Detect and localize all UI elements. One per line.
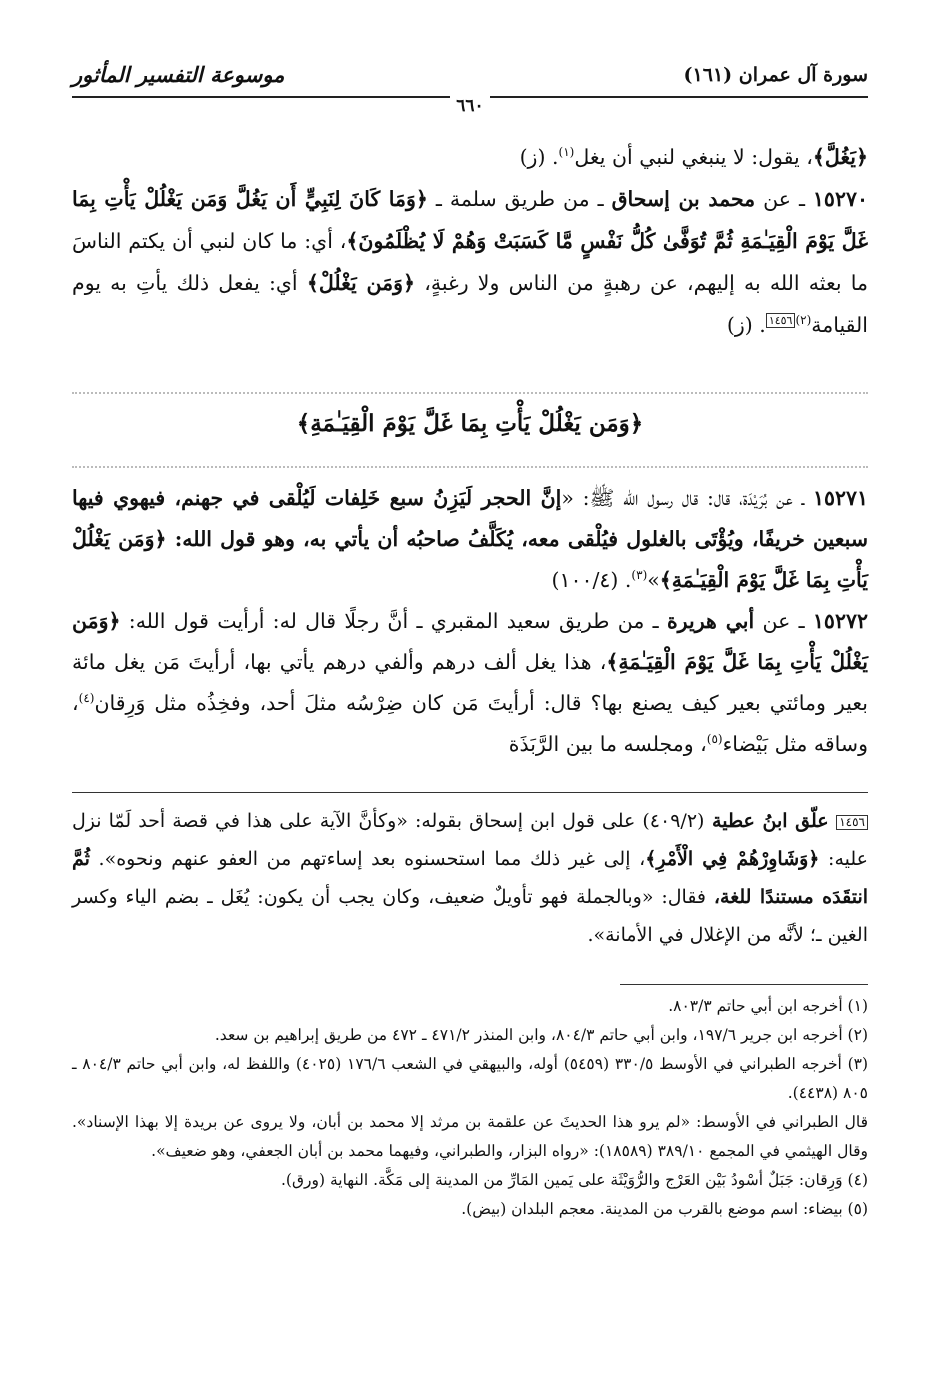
footnote-item: (١) أخرجه ابن أبي حاتم ٨٠٣/٣. — [668, 997, 868, 1015]
text: ـ من طريق سلمة ـ — [427, 187, 612, 211]
hadith-text: إنَّ الحجر لَيَزِنُ سبع خَلِفات لَيُلْقى في جهنم، فيهوي فيها سبعين خريفًا، ويُؤْتَى بالغلول فيُلْقى معه، يُكَلَّفُ صاحبُه أن يأتي به، وهو قول الله: — [72, 486, 868, 551]
text: ، إلى غير ذلك مما استحسنوه بعد إساءتهم من العفو عنهم ونحوه». — [89, 848, 646, 870]
text: ، هذا يغل ألف درهم وألفي درهم يأتي بها، أرأيتَ مَن يغل مائة بعير ومائتي بعير كيف يصنع بها؟ قال: أرأيتَ مَن كان ضِرْسُه مثلَ أحد، وفخِذُه مثل وَرِقان — [72, 650, 868, 715]
text: (٤٠٩/٢) على قول ابن إسحاق بقوله: «وكأنَّ الآية على هذا في قصة أحد لَمّا نزل عليه: — [72, 810, 868, 870]
surah-reference: سورة آل عمران (١٦١) — [683, 64, 868, 86]
narration-number: ١٥٢٧٠ — [812, 187, 868, 211]
quran-quote: ﴿وَمَن يَغْلُلْ يَأْتِ بِمَا غَلَّ يَوْمَ الْقِيَـٰمَةِ﴾ — [72, 609, 868, 674]
section-divider-bottom — [72, 466, 868, 468]
paragraph-continuation — [72, 136, 868, 178]
page-number: ٦٦٠ — [450, 96, 489, 116]
text: فقال: «وبالجملة فهو تأويلٌ ضعيف، وكان يجب أن يكون: يُغَل ـ بضم الياء وكسر الغين ـ؛ لأنَّه من الإغلال في الأمانة». — [72, 886, 868, 946]
quran-quote: ﴿وَشَاوِرْهُمْ فِي الْأَمْرِ﴾ — [645, 848, 820, 870]
commentary-lead: علّق ابنُ عطية — [704, 810, 837, 832]
text: ـ من طريق سعيد المقبري ـ أنَّ رجلًا قال له: أرأيت قول الله: — [120, 609, 667, 633]
footnote-ref: (٤) — [78, 691, 95, 706]
quran-quote: ﴿وَمَن يَغْلُلْ يَأْتِ بِمَا غَلَّ يَوْمَ الْقِيَـٰمَةِ﴾ — [72, 527, 868, 592]
text: ـ عن — [754, 609, 813, 633]
footnote-ref: (٣) — [631, 568, 648, 583]
footnote-ref: (١) — [558, 145, 575, 160]
section-divider-top — [72, 392, 868, 394]
page-number-wrap — [0, 96, 940, 116]
book-title: موسوعة التفسير المأثور — [72, 62, 285, 87]
top-section — [72, 136, 868, 346]
text: ـ عن — [755, 187, 813, 211]
narration-15271 — [72, 478, 868, 601]
footnote-item: (٢) أخرجه ابن جرير ١٩٧/٦، وابن أبي حاتم ٨٠٤/٣، وابن المنذر ٤٧١/٢ ـ ٤٧٢ من طريق إبراهيم بن سعد. — [214, 1026, 868, 1044]
footnote-ref: (٥) — [706, 732, 723, 747]
quran-quote: ﴿وَمَن يَغْلُلْ﴾ — [306, 271, 416, 295]
narrator-name: أبي هريرة — [666, 609, 755, 633]
footnote-item: قال الطبراني في الأوسط: «لم يرو هذا الحديثَ عن علقمة بن مرثد إلا محمد بن أبان، ولا يروى عن بريدة إلا بهذا الإسناد». وقال الهيثمي في المجمع ٣٨٩/١٠ (١٨٥٨٩): «رواه البزار، والطبراني، وفيهما محمد بن أبان الجعفي، وهو ضعيف». — [72, 1113, 868, 1160]
text: » — [647, 568, 660, 592]
text: ، يقول: لا ينبغي لنبي أن يغل — [574, 145, 813, 169]
commentary-1456 — [72, 802, 868, 954]
footnote-item: (٣) أخرجه الطبراني في الأوسط ٣٣٠/٥ (٥٤٥٩) أوله، والبيهقي في الشعب ١٧٦/٦ (٤٠٢٥) واللفظ له، وابن أبي حاتم ٨٠٤/٣ ـ ٨٠٥ (٤٤٣٨). — [72, 1055, 869, 1102]
footnote-ref: (٢) — [795, 313, 812, 328]
text: ـ عن بُرَيْدَة، قال: قال رسول الله ﷺ: « — [561, 486, 813, 510]
footnote-item: (٥) بيضاء: اسم موضع بالقرب من المدينة. معجم البلدان (بيض). — [461, 1200, 868, 1218]
text: ، ومجلسه ما بين الرَّبَذَة — [508, 732, 707, 756]
footnote-item: (٤) وَرِقان: جَبَلٌ أسْودُ بَيْن العَرْج والرُّوَيْثَة على يَمين المَارِّ من المدينة إلى مَكَّة. النهاية (ورق). — [281, 1171, 868, 1189]
narration-number: ١٥٢٧٢ — [812, 609, 868, 633]
quran-quote: ﴿وَمَا كَانَ لِنَبِيٍّ أَن يَغُلَّ وَمَن يَغْلُلْ يَأْتِ بِمَا غَلَّ يَوْمَ الْقِيَـٰمَةِ ثُمَّ تُوَفَّىٰ كُلُّ نَفْسٍ مَّا كَسَبَتْ وَهُمْ لَا يُظْلَمُونَ﴾ — [72, 187, 868, 253]
footnotes-rule — [620, 984, 868, 985]
verse-heading: ﴿وَمَن يَغْلُلْ يَأْتِ بِمَا غَلَّ يَوْمَ الْقِيَـٰمَةِ﴾ — [296, 410, 644, 437]
text: ، أي: ما كان لنبي أن يكتم الناسَ ما بعثه الله به إليهم، عن رهبةٍ من الناس ولا رغبةٍ، — [72, 229, 868, 295]
text: . (ز) — [726, 313, 766, 337]
commentary-rule — [72, 792, 868, 793]
footnotes — [72, 992, 868, 1224]
commentary-critique: ثُمَّ انتقَدَه مستندًا للغة، — [72, 848, 869, 908]
text: . (ز) — [519, 145, 559, 169]
commentary-section — [72, 802, 868, 954]
quran-quote: ﴿يَغُلَّ﴾ — [812, 145, 868, 169]
narration-number: ١٥٢٧١ — [812, 486, 868, 510]
narration-15270 — [72, 178, 868, 346]
comment-ref-box[interactable]: ١٤٥٦ — [766, 313, 796, 328]
narration-15272 — [72, 601, 868, 765]
text: . (١٠٠/٤) — [551, 568, 632, 592]
narrations-section — [72, 478, 868, 765]
text: ، وساقه مثل بَيْضاء — [72, 691, 868, 756]
comment-number-box: ١٤٥٦ — [836, 815, 868, 830]
text: أي: يفعل ذلك يأتِ به يوم القيامة — [72, 271, 868, 337]
narrator-name: محمد بن إسحاق — [611, 187, 756, 211]
